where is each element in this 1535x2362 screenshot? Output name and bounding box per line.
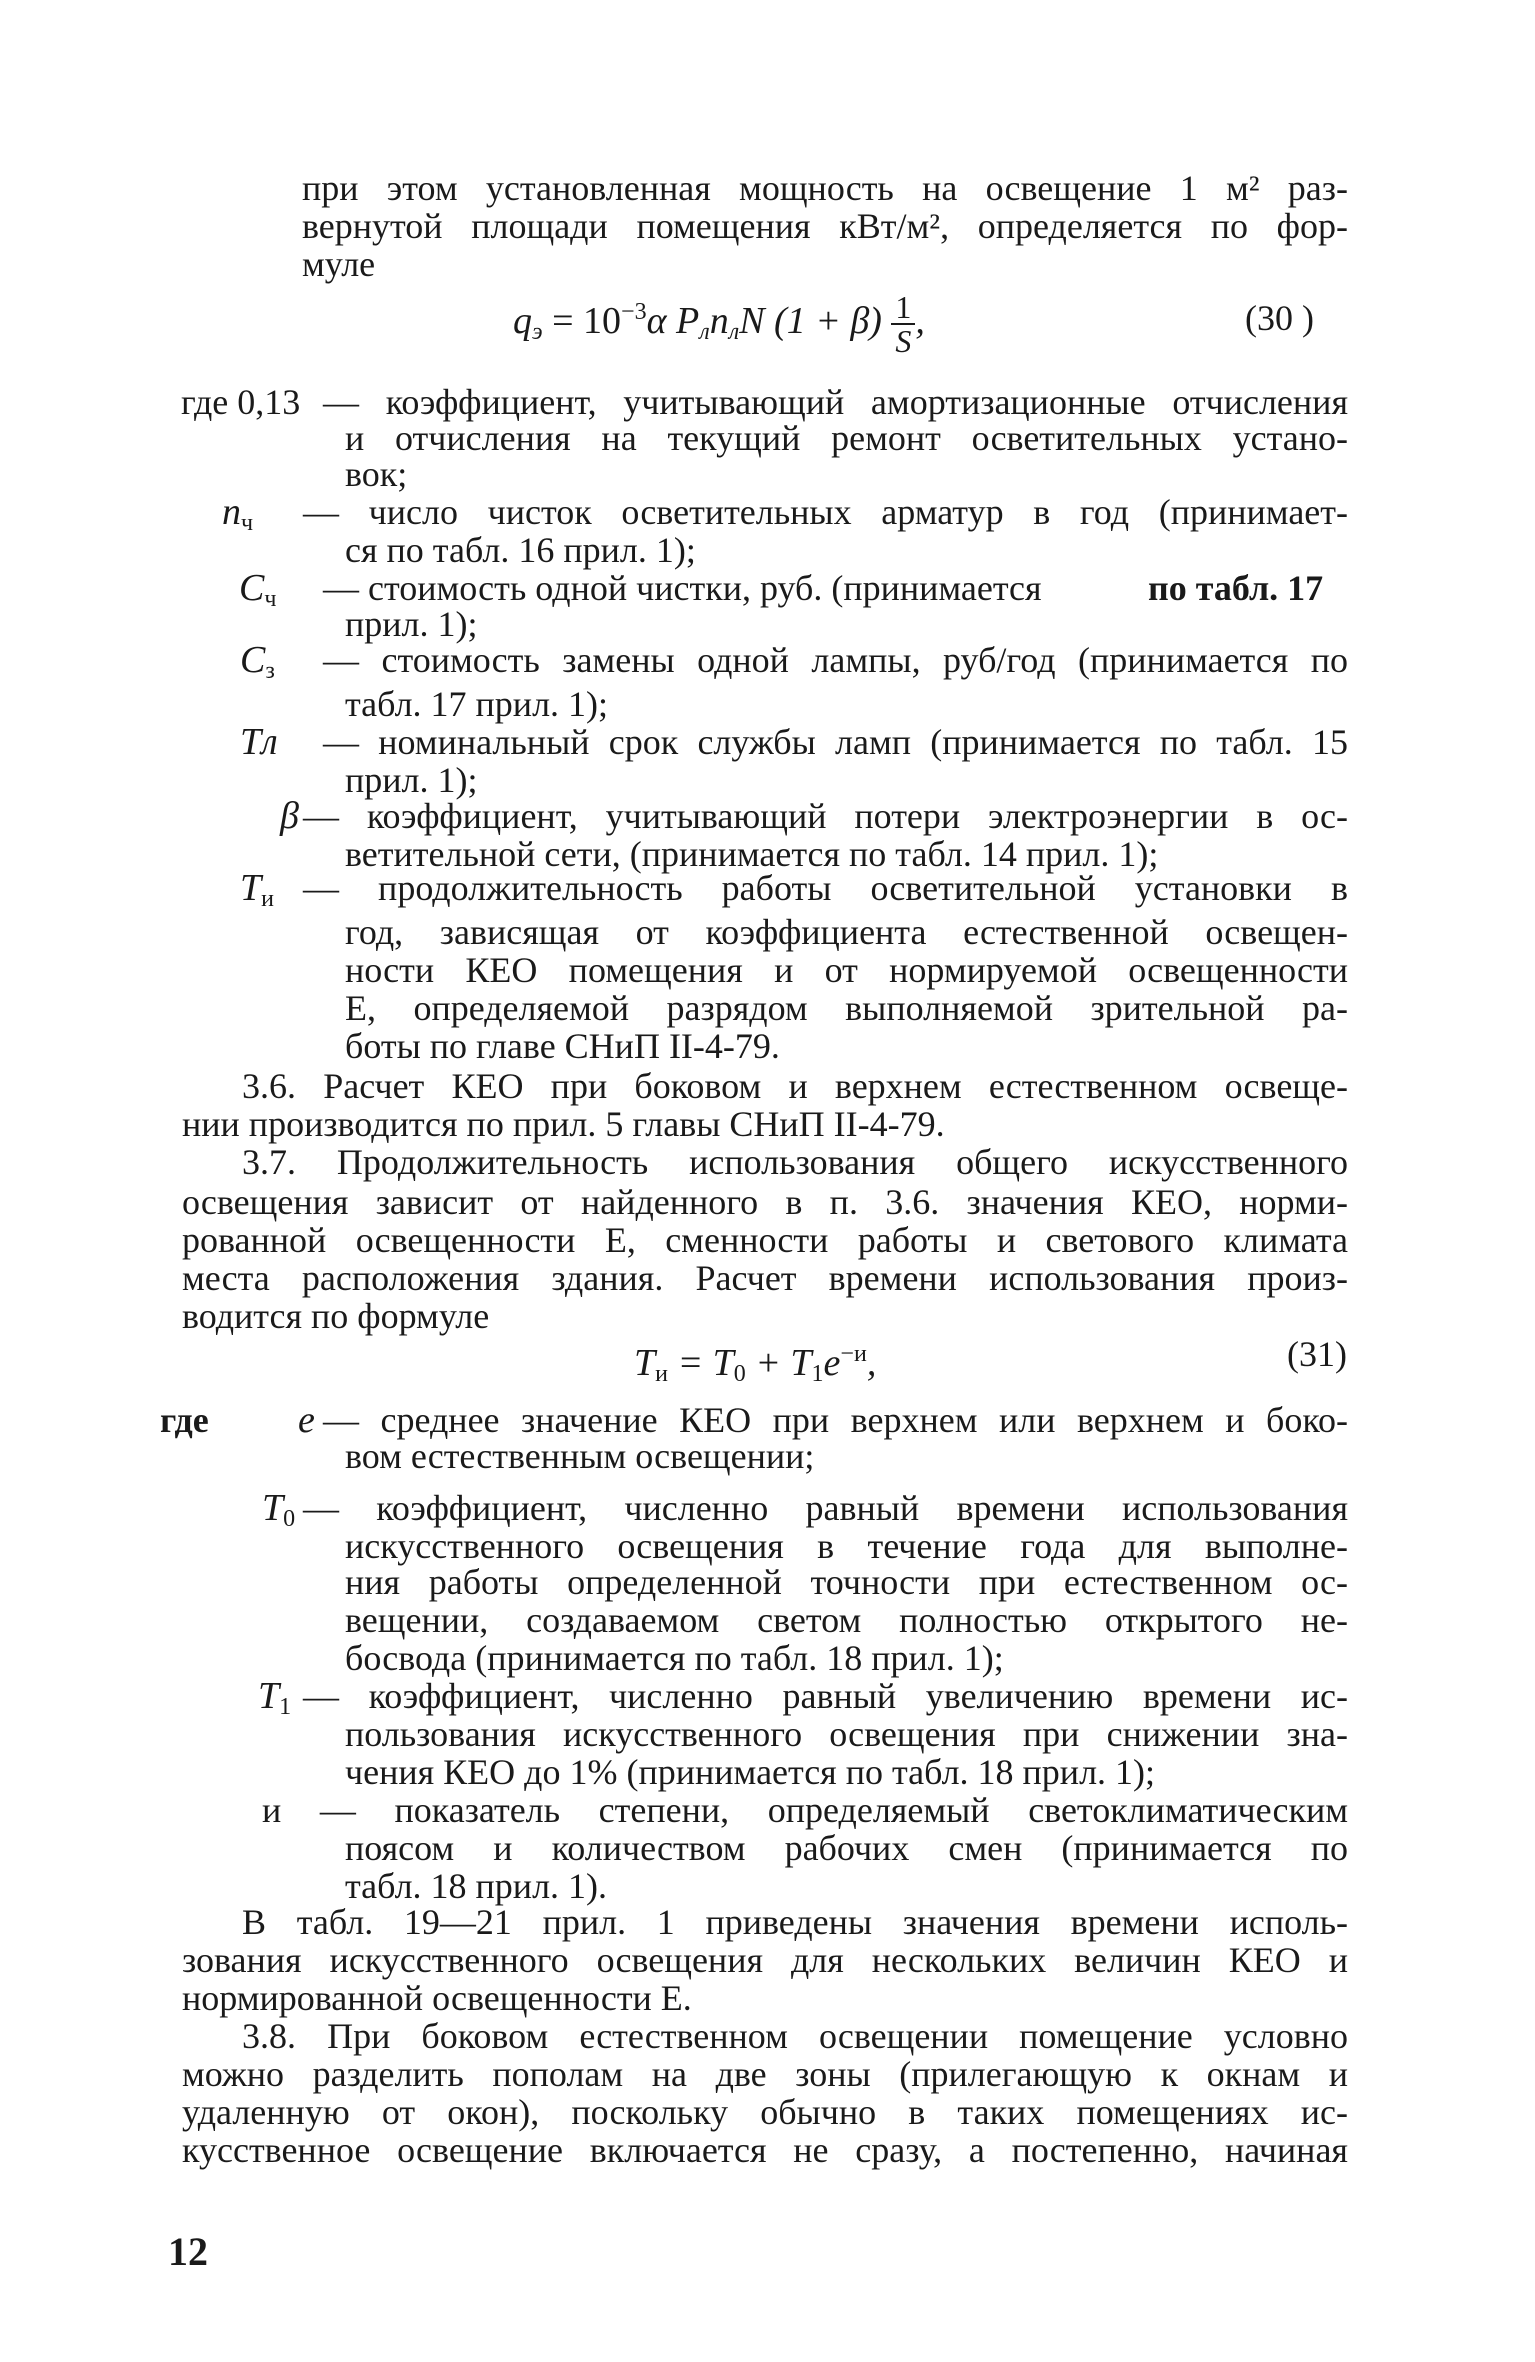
text-line: — коэффициент, численно равный увеличению времени ис- bbox=[303, 1676, 1348, 1716]
text-line: нормированной освещенности E. bbox=[182, 1978, 692, 2018]
text-line: ся по табл. 16 прил. 1); bbox=[345, 530, 696, 570]
text-line: — среднее значение КЕО при верхнем или верхнем и боко- bbox=[323, 1400, 1348, 1440]
text-line: — коэффициент, численно равный времени использования bbox=[303, 1488, 1348, 1528]
text-line: водится по формуле bbox=[182, 1296, 490, 1336]
symbol-t-l: Tл bbox=[240, 721, 278, 763]
symbol-c-ch: $C_ч$ bbox=[239, 567, 277, 612]
text-line: ния работы определенной точности при естественном ос- bbox=[345, 1562, 1348, 1602]
text-line: босвода (принимается по табл. 18 прил. 1); bbox=[345, 1638, 1004, 1678]
symbol-e: e bbox=[298, 1399, 315, 1441]
text-line: удаленную от окон), поскольку обычно в таких помещениях ис- bbox=[182, 2092, 1348, 2132]
formula-number-31: (31) bbox=[1287, 1334, 1347, 1374]
text-line: вернутой площади помещения кВт/м², определяется по фор- bbox=[302, 206, 1348, 246]
text-line: муле bbox=[302, 244, 376, 284]
formula-30: $q_э = 10^{-3}\alpha$ $P_лn_лN$ (1 + β) $\frac{1}{S}$ , bbox=[513, 289, 925, 360]
text-line: прил. 1); bbox=[345, 760, 478, 800]
text-line: год, зависящая от коэффициента естественной освещен- bbox=[345, 912, 1348, 952]
text-line: можно разделить пополам на две зоны (прилегающую к окнам и bbox=[182, 2054, 1348, 2094]
formula-number-30: (30 ) bbox=[1245, 298, 1314, 338]
text-line: при этом установленная мощность на освещение 1 м² раз- bbox=[302, 168, 1348, 208]
text-line: — коэффициент, учитывающий амортизационные отчисления bbox=[323, 382, 1348, 422]
text-line: где 0,13 bbox=[181, 382, 301, 422]
text-line: места расположения здания. Расчет времени использования произ- bbox=[182, 1258, 1348, 1298]
symbol-t-i: $T_и$ bbox=[240, 867, 274, 912]
text-line: вок; bbox=[345, 454, 408, 494]
text-line: — стоимость замены одной лампы, руб/год (принимается по bbox=[323, 640, 1348, 680]
text-line: нии производится по прил. 5 главы СНиП II-4-79. bbox=[182, 1104, 945, 1144]
text-line: 3.6. Расчет КЕО при боковом и верхнем естественном освеще- bbox=[242, 1066, 1348, 1106]
text-line: рованной освещенности E, сменности работы и светового климата bbox=[182, 1220, 1348, 1260]
text-line: искусственного освещения в течение года для выполне- bbox=[345, 1526, 1348, 1566]
text-line-bold: по табл. 17 bbox=[1148, 568, 1324, 608]
text-line: E, определяемой разрядом выполняемой зрительной ра- bbox=[345, 988, 1348, 1028]
text-line: освещения зависит от найденного в п. 3.6. значения КЕО, норми- bbox=[182, 1182, 1348, 1222]
formula-31: $T_и = T_0 + T_1e^{-и}$, bbox=[634, 1341, 877, 1387]
symbol-beta: β bbox=[280, 795, 299, 837]
text-line: ветительной сети, (принимается по табл. 14 прил. 1); bbox=[345, 834, 1159, 874]
text-line: пользования искусственного освещения при снижении зна- bbox=[345, 1714, 1348, 1754]
text-line: чения КЕО до 1% (принимается по табл. 18 прил. 1); bbox=[345, 1752, 1156, 1792]
text-line: — номинальный срок службы ламп (принимается по табл. 15 bbox=[323, 722, 1348, 762]
text-line: вещении, создаваемом светом полностью открытого не- bbox=[345, 1600, 1348, 1640]
text-line: табл. 18 прил. 1). bbox=[345, 1866, 608, 1906]
text-line: — число чисток осветительных арматур в год (принимает- bbox=[303, 492, 1348, 532]
text-line: и отчисления на текущий ремонт осветительных устано- bbox=[345, 418, 1348, 458]
text-line: — стоимость одной чистки, руб. (принимается bbox=[323, 568, 1042, 608]
text-line: 3.7. Продолжительность использования общего искусственного bbox=[242, 1142, 1348, 1182]
text-line: поясом и количеством рабочих смен (принимается по bbox=[345, 1828, 1348, 1868]
text-line: — продолжительность работы осветительной установки в bbox=[303, 868, 1348, 908]
text-line: В табл. 19—21 прил. 1 приведены значения времени исполь- bbox=[242, 1902, 1348, 1942]
page-number: 12 bbox=[168, 2229, 208, 2274]
symbol-n-ch: $n_ч$ bbox=[222, 491, 254, 536]
symbol-c-z: $C_з$ bbox=[240, 639, 275, 684]
text-line: прил. 1); bbox=[345, 604, 478, 644]
text-line: боты по главе СНиП II-4-79. bbox=[345, 1026, 780, 1066]
symbol-t-1: $T_1$ bbox=[258, 1675, 292, 1720]
text-line: — коэффициент, учитывающий потери электроэнергии в ос- bbox=[303, 796, 1348, 836]
text-line: зования искусственного освещения для нескольких величин КЕО и bbox=[182, 1940, 1348, 1980]
text-line-bold: где bbox=[160, 1400, 209, 1440]
text-line: кусственное освещение включается не сразу, а постепенно, начиная bbox=[182, 2130, 1348, 2170]
text-line: ности КЕО помещения и от нормируемой освещенности bbox=[345, 950, 1348, 990]
text-line: 3.8. При боковом естественном освещении помещение условно bbox=[242, 2016, 1348, 2056]
text-line: и — показатель степени, определяемый светоклиматическим bbox=[262, 1790, 1348, 1830]
symbol-t-0: $T_0$ bbox=[262, 1487, 296, 1532]
text-line: табл. 17 прил. 1); bbox=[345, 684, 609, 724]
text-line: вом естественным освещении; bbox=[345, 1436, 815, 1476]
